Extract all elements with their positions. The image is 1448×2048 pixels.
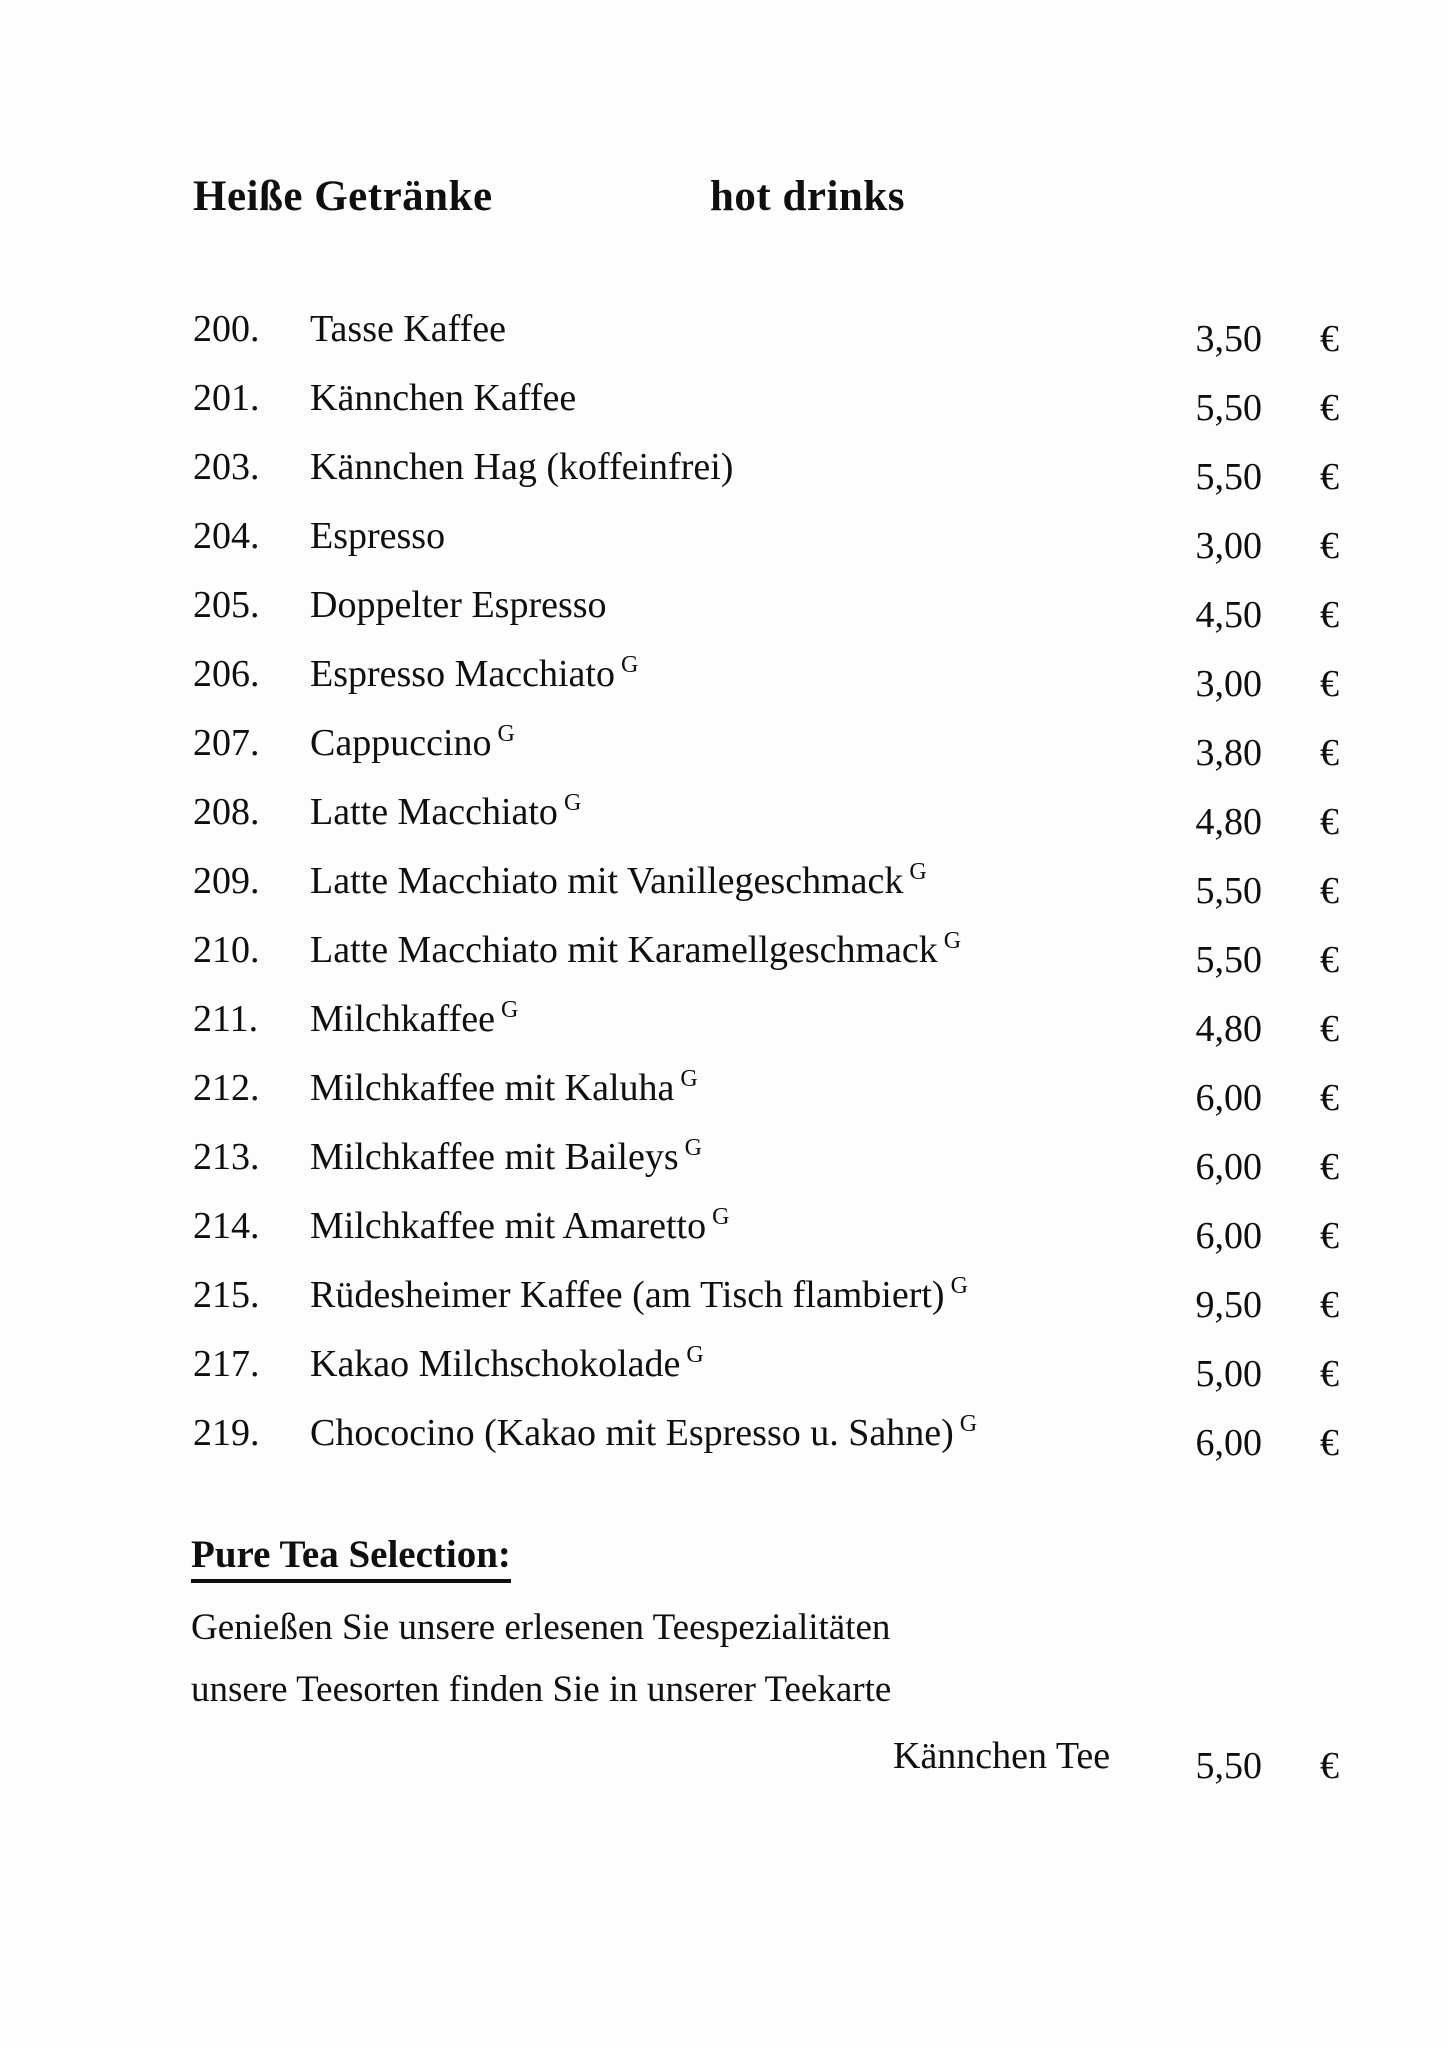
item-name: Rüdesheimer Kaffee (am Tisch flambiert) $^G$ bbox=[310, 1273, 968, 1316]
item-price: 5,00 bbox=[1195, 1353, 1262, 1395]
item-price: 4,80 bbox=[1195, 1008, 1262, 1050]
item-name: Milchkaffee mit Kaluha $^G$ bbox=[310, 1066, 698, 1109]
currency-symbol: € bbox=[1320, 939, 1339, 981]
allergen-superscript: G bbox=[909, 859, 927, 886]
item-number: 211. bbox=[193, 998, 259, 1040]
item-price: 9,50 bbox=[1195, 1284, 1262, 1326]
item-number: 206. bbox=[193, 653, 260, 695]
item-name: Espresso Macchiato $^G$ bbox=[310, 652, 639, 695]
item-name: Milchkaffee mit Baileys $^G$ bbox=[310, 1135, 702, 1178]
tea-section-description-line1: Genießen Sie unsere erlesenen Teespezialitäten bbox=[191, 1607, 891, 1648]
currency-symbol: € bbox=[1320, 594, 1339, 636]
item-price: 6,00 bbox=[1195, 1422, 1262, 1464]
item-price: 4,50 bbox=[1195, 594, 1262, 636]
item-name: Latte Macchiato mit Karamellgeschmack $^G$ bbox=[310, 928, 962, 971]
currency-symbol: € bbox=[1320, 1422, 1339, 1464]
tea-item-price: 5,50 bbox=[1195, 1745, 1262, 1787]
currency-symbol: € bbox=[1320, 1008, 1339, 1050]
tea-item-name: Kännchen Tee bbox=[893, 1735, 1111, 1777]
item-number: 203. bbox=[193, 446, 260, 488]
item-price: 4,80 bbox=[1195, 801, 1262, 843]
item-number: 208. bbox=[193, 791, 260, 833]
tea-section-description-line2: unsere Teesorten finden Sie in unserer Teekarte bbox=[191, 1669, 892, 1710]
item-number: 207. bbox=[193, 722, 260, 764]
currency-symbol: € bbox=[1320, 801, 1339, 843]
page-title-german: Heiße Getränke bbox=[193, 173, 493, 220]
currency-symbol: € bbox=[1320, 456, 1339, 498]
page-title-english: hot drinks bbox=[710, 173, 905, 220]
menu-item-row bbox=[0, 993, 1448, 1062]
currency-symbol: € bbox=[1320, 1353, 1339, 1395]
currency-symbol: € bbox=[1320, 1146, 1339, 1188]
menu-item-row bbox=[0, 1338, 1448, 1407]
item-name: Tasse Kaffee bbox=[310, 308, 507, 350]
menu-item-row bbox=[0, 510, 1448, 579]
currency-symbol: € bbox=[1320, 870, 1339, 912]
allergen-superscript: G bbox=[950, 1273, 968, 1300]
item-number: 210. bbox=[193, 929, 260, 971]
item-name: Kakao Milchschokolade $^G$ bbox=[310, 1342, 704, 1385]
item-number: 219. bbox=[193, 1412, 260, 1454]
item-number: 200. bbox=[193, 308, 260, 350]
item-name: Chococino (Kakao mit Espresso u. Sahne) $^G$ bbox=[310, 1411, 978, 1454]
item-number: 209. bbox=[193, 860, 260, 902]
menu-item-row bbox=[0, 648, 1448, 717]
menu-item-row bbox=[0, 303, 1448, 372]
allergen-superscript: G bbox=[959, 1411, 978, 1438]
currency-symbol: € bbox=[1320, 732, 1339, 774]
item-name: Cappuccino $^G$ bbox=[310, 721, 515, 764]
item-name: Espresso bbox=[310, 515, 446, 557]
currency-symbol: € bbox=[1320, 525, 1339, 567]
menu-item-row bbox=[0, 1269, 1448, 1338]
menu-item-row bbox=[0, 1200, 1448, 1269]
item-number: 213. bbox=[193, 1136, 260, 1178]
menu-item-row bbox=[0, 372, 1448, 441]
allergen-superscript: G bbox=[686, 1342, 704, 1369]
menu-items bbox=[0, 303, 1448, 1476]
item-price: 6,00 bbox=[1195, 1215, 1262, 1257]
item-number: 217. bbox=[193, 1343, 260, 1385]
item-name: Kännchen Kaffee bbox=[310, 377, 577, 419]
menu-item-row bbox=[0, 1062, 1448, 1131]
item-price: 3,00 bbox=[1195, 663, 1262, 705]
currency-symbol: € bbox=[1320, 1215, 1339, 1257]
allergen-superscript: G bbox=[712, 1204, 730, 1231]
item-number: 212. bbox=[193, 1067, 260, 1109]
tea-item-row bbox=[0, 1734, 1448, 1803]
item-name: Doppelter Espresso bbox=[310, 584, 607, 626]
currency-symbol: € bbox=[1320, 318, 1339, 360]
allergen-superscript: G bbox=[620, 652, 639, 679]
item-name: Milchkaffee mit Amaretto $^G$ bbox=[310, 1204, 730, 1247]
item-name: Latte Macchiato mit Vanillegeschmack $^G$ bbox=[310, 859, 927, 902]
item-price: 5,50 bbox=[1195, 456, 1262, 498]
currency-symbol: € bbox=[1320, 663, 1339, 705]
item-price: 5,50 bbox=[1195, 939, 1262, 981]
currency-symbol: € bbox=[1320, 387, 1339, 429]
menu-item-row bbox=[0, 855, 1448, 924]
item-number: 205. bbox=[193, 584, 260, 626]
item-name: Latte Macchiato $^G$ bbox=[310, 790, 582, 833]
item-number: 214. bbox=[193, 1205, 260, 1247]
item-price: 3,50 bbox=[1195, 318, 1262, 360]
item-number: 201. bbox=[193, 377, 260, 419]
allergen-superscript: G bbox=[501, 997, 519, 1024]
currency-symbol: € bbox=[1320, 1077, 1339, 1119]
allergen-superscript: G bbox=[680, 1066, 698, 1093]
item-name: Kännchen Hag (koffeinfrei) bbox=[310, 446, 734, 488]
menu-item-row bbox=[0, 441, 1448, 510]
allergen-superscript: G bbox=[563, 790, 582, 817]
item-price: 5,50 bbox=[1195, 870, 1262, 912]
menu-item-row bbox=[0, 1131, 1448, 1200]
item-number: 215. bbox=[193, 1274, 260, 1316]
item-price: 6,00 bbox=[1195, 1146, 1262, 1188]
item-price: 3,80 bbox=[1195, 732, 1262, 774]
item-price: 5,50 bbox=[1195, 387, 1262, 429]
menu-item-row bbox=[0, 579, 1448, 648]
tea-section-heading: Pure Tea Selection: bbox=[191, 1532, 511, 1583]
item-number: 204. bbox=[193, 515, 260, 557]
item-price: 6,00 bbox=[1195, 1077, 1262, 1119]
menu-item-row bbox=[0, 1407, 1448, 1476]
allergen-superscript: G bbox=[497, 721, 515, 748]
allergen-superscript: G bbox=[943, 928, 962, 955]
currency-symbol: € bbox=[1320, 1284, 1339, 1326]
allergen-superscript: G bbox=[684, 1135, 702, 1162]
menu-item-row bbox=[0, 717, 1448, 786]
item-name: Milchkaffee $^G$ bbox=[310, 997, 519, 1040]
menu-item-row bbox=[0, 786, 1448, 855]
menu-item-row bbox=[0, 924, 1448, 993]
currency-symbol: € bbox=[1320, 1745, 1339, 1787]
item-price: 3,00 bbox=[1195, 525, 1262, 567]
